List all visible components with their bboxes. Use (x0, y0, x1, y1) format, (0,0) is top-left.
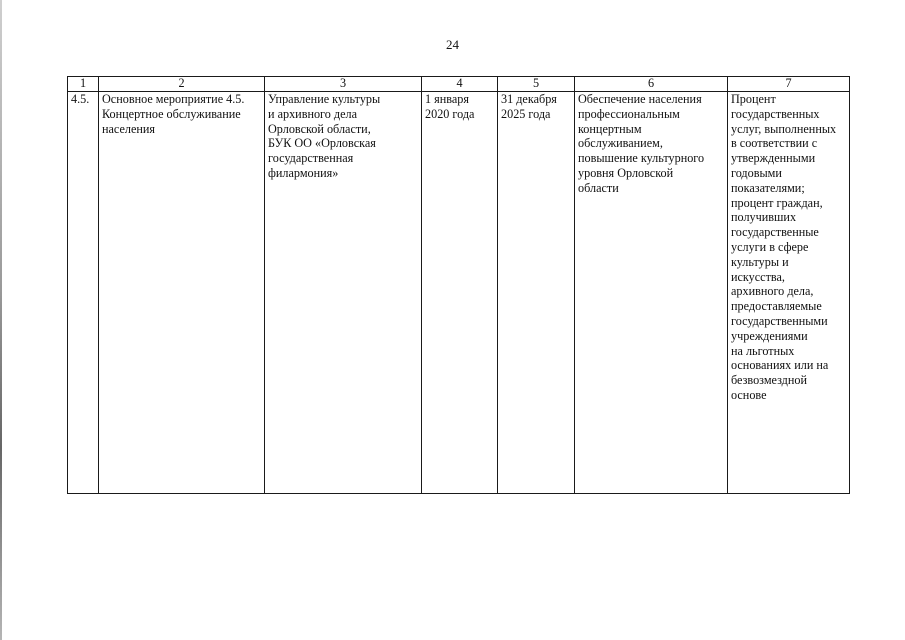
indicators-cell: Процент государственных услуг, выполненных в соответствии с утвержденными годовыми показателями; процент граждан, получивших государственные услуги в сфере культуры и искусства, архивного дела, предоставляемые государственными учреждениями на льготных основаниях или на безвозмездной основе (728, 92, 850, 494)
executor-cell: Управление культуры и архивного дела Орловской области, БУК ОО «Орловская государственная филармония» (265, 92, 422, 494)
column-number-7: 7 (728, 77, 850, 92)
column-number-1: 1 (68, 77, 99, 92)
column-number-5: 5 (498, 77, 575, 92)
event-name-cell: Основное мероприятие 4.5. Концертное обслуживание населения (99, 92, 265, 494)
item-number-cell: 4.5. (68, 92, 99, 494)
column-number-2: 2 (99, 77, 265, 92)
column-number-6: 6 (575, 77, 728, 92)
start-date-cell: 1 января 2020 года (422, 92, 498, 494)
column-number-row (68, 77, 850, 92)
measures-table (67, 76, 850, 494)
end-date-cell: 31 декабря 2025 года (498, 92, 575, 494)
page-number: 24 (446, 37, 459, 52)
scan-edge-shadow (0, 0, 2, 640)
expected-result-cell: Обеспечение населения профессиональным концертным обслуживанием, повышение культурного уровня Орловской области (575, 92, 728, 494)
column-number-3: 3 (265, 77, 422, 92)
column-number-4: 4 (422, 77, 498, 92)
table-row (68, 92, 850, 494)
